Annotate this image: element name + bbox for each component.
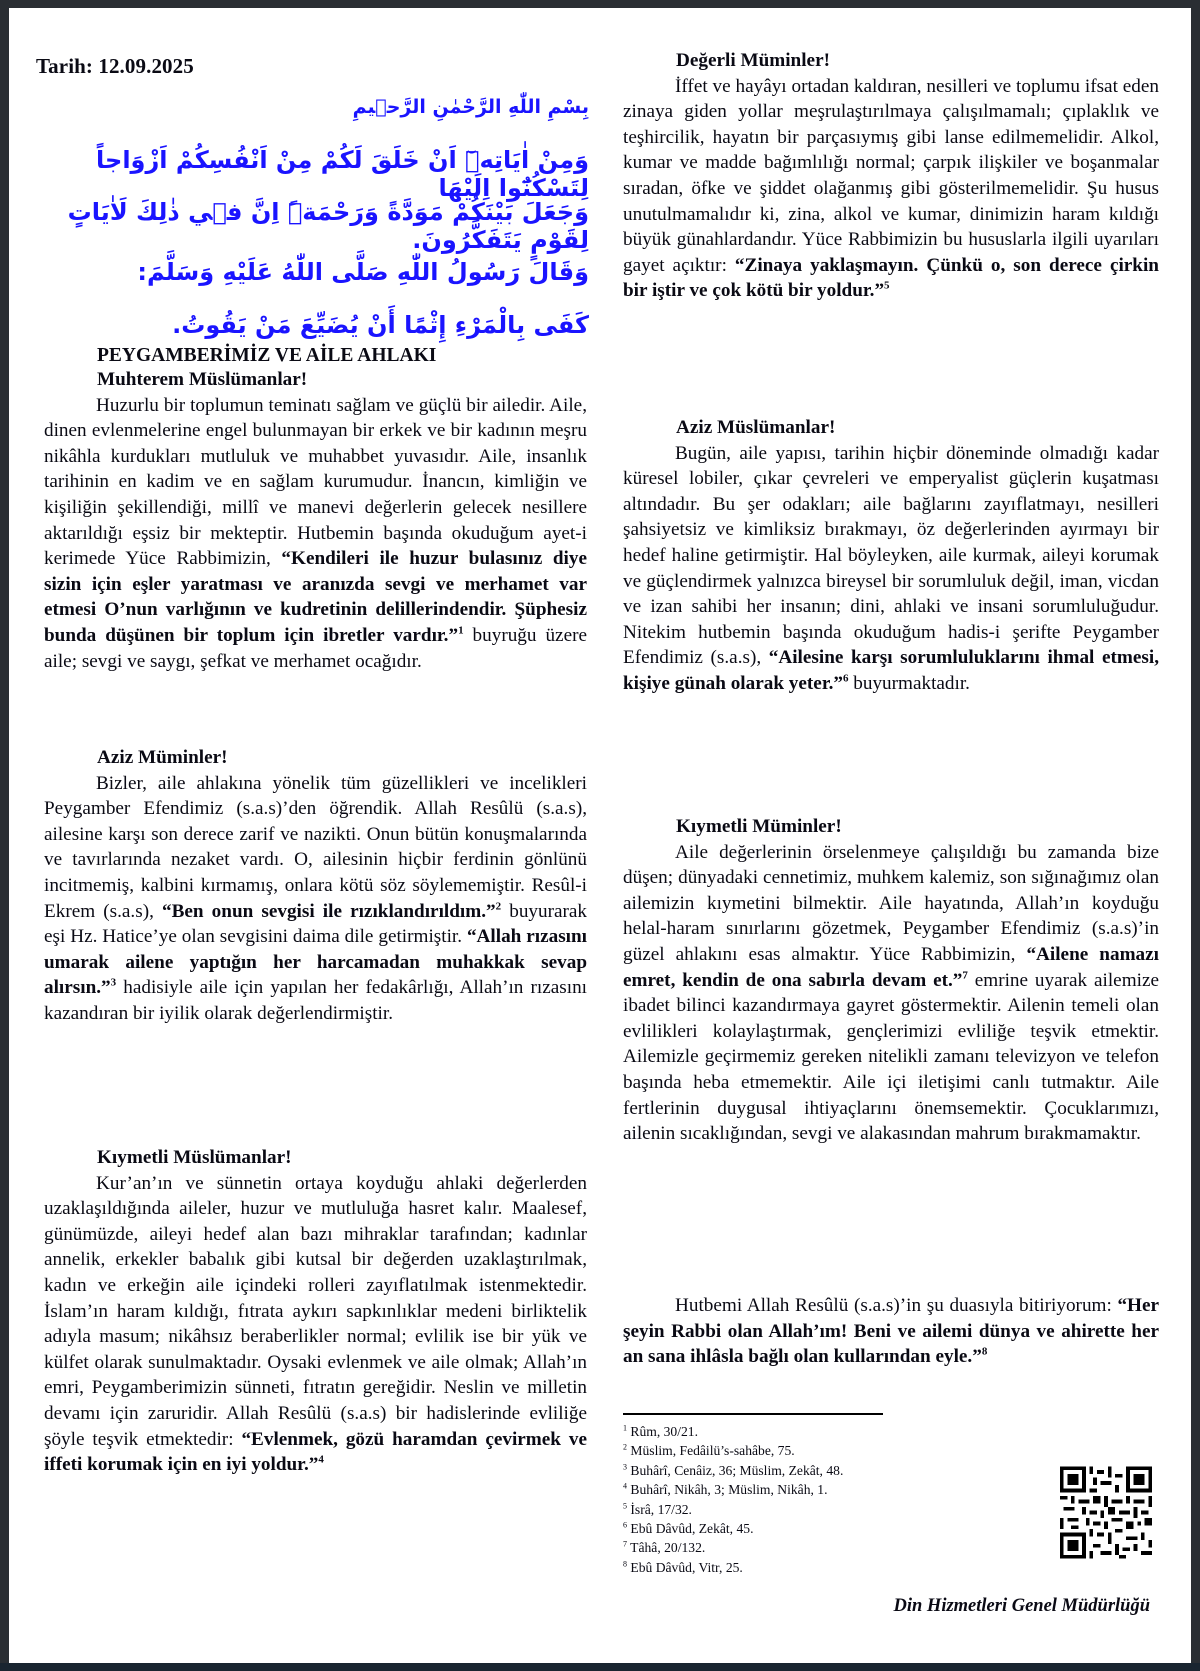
footnote-item (623, 1461, 843, 1480)
section-1 (44, 367, 587, 674)
paragraph-text: Bugün, aile yapısı, tarihin hiçbir döneminde olmadığı kadar küresel lobiler, çıkar çevreleri ve emperyalist güçlerin kuşatması altındadır. Bu şer odakları; aile bağlarını zayıflatmayı, nesilleri şahsiyetsiz ve kimliksiz bırakmayı, öz değerlerinden ayırmayı bir hedef haline getirmiştir. Hal böyleyken, aile kurmak, aileyi korumak ve güçlendirmek yalnızca bireysel bir sorumluluk değil, iman, vicdan ve izan sahibi her insanın; dini, ahlaki ve insani sorumluluğudur. Nitekim hutbemin başında okuduğum hadis-i şerifte Peygamber Efendimiz (s.a.s), (623, 442, 1159, 669)
footnote-ref[interactable]: 7 (962, 969, 968, 982)
footnotes-list (623, 1422, 843, 1577)
section-5 (623, 415, 1159, 697)
footnote-item (623, 1519, 843, 1538)
section-paragraph (623, 1293, 1159, 1370)
section-paragraph (44, 1171, 587, 1478)
section-paragraph (44, 393, 587, 675)
paragraph-text: Huzurlu bir toplumun teminatı sağlam ve güçlü bir ailedir. Aile, dinen evlenmelerine engel bulunmayan bir erkek ve bir kadının meşru nikâhla kurdukları mutluluk ve muhabbet yuvasıdır. Aile, insanlık tarihinin en kadim ve en sağlam kurumudur. İnancın, kimliğin ve kişiliğin şekillendiği, millî ve manevi değerlerin gelecek nesillere aktarıldığı eşsiz bir mekteptir. Hutbemin başında okuduğum ayet-i kerimede Yüce Rabbimizin, (44, 394, 587, 570)
quote-text: “Ailene namazı emret, kendin de ona sabırla devam et.” (623, 943, 1159, 991)
footnote-item (623, 1558, 843, 1577)
quote-text: “Zinaya yaklaşmayın. Çünkü o, son derece çirkin bir iştir ve çok kötü bir yoldur.” (623, 254, 1159, 302)
arabic-verse-line-2: وَجَعَلَ بَيْنَكُمْ مَوَدَّةً وَرَحْمَةًۜ اِنَّ ف۪ي ذٰلِكَ لَاٰيَاتٍ لِقَوْمٍ يَتَفَكَّرُونَ. (67, 198, 589, 254)
paragraph-text: buyruğu üzere aile; sevgi ve saygı, şefkat ve merhamet ocağıdır. (44, 624, 587, 672)
section-heading: Kıymetli Müminler! (676, 816, 842, 837)
quote-text: “Kendileri ile huzur bulasınız diye sizin için eşler yaratması ve aranızda sevgi ve merhamet var etmesi O’nun varlığının ve kudretinin delillerindendir. Şüphesiz bunda düşünen bir toplum için ibretler vardır.” (44, 548, 587, 646)
footnote-text: Buhârî, Cenâiz, 36; Müslim, Zekât, 48. (630, 1462, 844, 1478)
paragraph-text: Kur’an’ın ve sünnetin ortaya koyduğu ahlaki değerlerden uzaklaşıldığında aileler, huzur ve mutluluğa hasret kalır. Maalesef, günümüzde, aileyi hedef alan bazı mihraklar tarafından; kadınlar annelik, erkekler babalık gibi kutsal bir değerden uzaklaştırılmak, kadın ve erkeğin aile içindeki rolleri zayıflatılmak istenmektedir. İslam’ın haram kıldığı, fıtrata aykırı sapkınlıklar medeni birliktelik adıyla masum; nikâhsız beraberlikler normal; evlilik ise bir yük ve külfet olarak sunulmaktadır. Oysaki evlenmek ve aile olmak; Allah’ın emri, Peygamberimizin sünneti, fıtratın gereğidir. Neslin ve milletin devamı için zaruridir. Allah Resûlü (s.a.s) bir hadislerinde evliliğe şöyle teşvik etmektedir: (44, 1172, 587, 1450)
section-paragraph (623, 441, 1159, 697)
section-heading: Aziz Müslümanlar! (676, 417, 836, 438)
paragraph-text: buyurarak eşi Hz. Hatice’ye olan sevgisini daima dile getirmiştir. (44, 900, 587, 948)
paragraph-text: Hutbemi Allah Resûlü (s.a.s)’in şu duasıyla bitiriyorum: (675, 1295, 1118, 1316)
footnote-item (623, 1538, 843, 1557)
footnote-ref[interactable]: 1 (458, 624, 464, 637)
document-page (9, 8, 1191, 1663)
quote-text: “Allah rızasını umarak ailene yaptığın her harcamadan muhakkak sevap alırsın.” (44, 926, 588, 999)
footnote-ref[interactable]: 8 (981, 1345, 988, 1358)
footnote-item (623, 1441, 843, 1460)
footnote-ref[interactable]: 2 (495, 900, 502, 913)
paragraph-text: Aile değerlerinin örselenmeye çalışıldığı bu zamanda bize düşen; dünyadaki cennetimiz, muhkem kalemiz, son sığınağımız olan ailemizin kıymetini bilmektir. Aile hayatında, Allah’ın koyduğu helal-haram sınırlarını gözetmek, Peygamber Efendimiz (s.a.s)’in güzel ahlakını esas almaktır. Yüce Rabbimizin, (623, 841, 1159, 965)
footnote-number: 8 (623, 1559, 627, 1569)
document-date: Tarih: 12.09.2025 (36, 54, 194, 78)
paragraph-text: İffet ve hayâyı ortadan kaldıran, nesilleri ve toplumu ifsat eden zinaya giden yollar meşrulaştırılmaya çalışılmamalı; çıplaklık ve teşhircilik, hayatın bir parçasıymış gibi lanse edilmemelidir. Alkol, kumar ve madde bağımlılığı normal; çarpık ilişkiler ve boşanmalar sıradan, öfke ve şiddet olağanmış gibi gösterilmemelidir. Şu husus unutulmamalıdır ki, zina, alkol ve kumar, dinimizin haram kıldığı büyük günahlardandır. Yüce Rabbimizin bu hususlarla ilgili uyarıları gayet açıktır: (623, 75, 1159, 276)
viewer-frame-right (1191, 0, 1200, 1671)
footnote-text: Buhârî, Nikâh, 3; Müslim, Nikâh, 1. (630, 1482, 828, 1498)
footnote-number: 4 (623, 1481, 627, 1491)
arabic-verse-line-1: وَمِنْ اٰيَاتِه۪ٓ اَنْ خَلَقَ لَكُمْ مِنْ اَنْفُسِكُمْ اَزْوَاجاً لِتَسْكُنُٓوا اِلَيْهَا (96, 146, 589, 202)
qr-code-icon (1060, 1465, 1152, 1560)
footnote-separator (623, 1413, 883, 1415)
footnote-ref[interactable]: 5 (884, 279, 890, 292)
footnote-item (623, 1422, 843, 1441)
viewer-frame-bottom (0, 1663, 1200, 1671)
footnote-number: 1 (623, 1423, 627, 1433)
section-paragraph (44, 771, 587, 1027)
arabic-hadith: كَفَى بِالْمَرْءِ إِثْمًا أَنْ يُضَيِّعَ مَنْ يَقُوتُ. (172, 311, 589, 339)
arabic-hadith-intro: وَقَالَ رَسُولُ اللّٰهِ صَلَّى اللّٰهُ عَلَيْهِ وَسَلَّمَ: (137, 258, 589, 286)
issuer-signature: Din Hizmetleri Genel Müdürlüğü (893, 1596, 1150, 1616)
viewer-frame-top (0, 0, 1200, 8)
footnote-ref[interactable]: 4 (318, 1453, 324, 1466)
footnote-item (623, 1480, 843, 1499)
footnote-number: 5 (623, 1501, 627, 1511)
footnote-number: 2 (623, 1442, 627, 1452)
footnote-item (623, 1500, 843, 1519)
section-4 (623, 48, 1159, 304)
quote-text: “Her şeyin Rabbi olan Allah’ım! Beni ve ailemi dünya ve ahirette her an sana ihlâsla bağlı olan kullarından eyle.” (623, 1295, 1159, 1368)
footnote-text: İsrâ, 17/32. (630, 1501, 692, 1517)
footnote-number: 3 (623, 1462, 627, 1472)
section-paragraph (623, 74, 1159, 304)
section-6 (623, 814, 1159, 1147)
sermon-title-block (97, 344, 497, 368)
paragraph-text: hadisiyle aile için yapılan her fedakârlığı, Allah’ın rızasını kazandıran bir iyilik olarak değerlendirmiştir. (44, 977, 587, 1024)
quote-text: “Ailesine karşı sorumluluklarını ihmal etmesi, kişiye günah olarak yeter.” (623, 647, 1159, 694)
section-heading: Aziz Müminler! (97, 747, 228, 768)
closing-prayer (623, 1293, 1159, 1370)
paragraph-text: Bizler, aile ahlakına yönelik tüm güzellikleri ve incelikleri Peygamber Efendimiz (s.a.s)’den öğrendik. Allah Resûlü (s.a.s), ailesine karşı son derece zarif ve nazikti. Onun bütün konuşmalarında ve tavırlarında nezaket vardı. O, ailesinin hiçbir ferdinin gönlünü incitmemiş, kalbini kırmamış, onlara kötü söz söylememiştir. Resûl-i Ekrem (s.a.s), (44, 772, 587, 922)
footnote-number: 7 (623, 1539, 627, 1549)
section-heading: Değerli Müminler! (676, 50, 830, 71)
section-heading: Kıymetli Müslümanlar! (97, 1147, 292, 1168)
footnote-text: Ebû Dâvûd, Vitr, 25. (630, 1559, 743, 1575)
footnote-text: Müslim, Fedâilü’s-sahâbe, 75. (630, 1443, 795, 1459)
quote-text: “Evlenmek, gözü haramdan çevirmek ve iffeti korumak için en iyi yoldur.” (44, 1428, 587, 1476)
footnote-number: 6 (623, 1520, 627, 1530)
sermon-title: PEYGAMBERİMİZ VE AİLE AHLAKI (97, 345, 437, 366)
section-2 (44, 745, 587, 1027)
section-3 (44, 1145, 587, 1478)
basmala-arabic (329, 96, 589, 118)
footnote-ref[interactable]: 6 (842, 672, 849, 685)
footnote-ref[interactable]: 3 (110, 976, 117, 989)
section-heading: Muhterem Müslümanlar! (97, 369, 308, 390)
footnote-text: Tâhâ, 20/132. (630, 1540, 706, 1556)
viewer-frame-left (0, 0, 9, 1671)
footnote-text: Ebû Dâvûd, Zekât, 45. (630, 1521, 754, 1537)
paragraph-text: emrine uyarak ailemize ibadet bilinci kazandırmaya gayret göstermektir. Ailenin temeli olan evlilikleri kolaylaştırmak, gençlerimizi evliliğe teşvik etmektir. Ailemizle geçirmemiz gereken nitelikli zamanı televizyon ve telefon başında heba etmemektir. Aile içi iletişimi canlı tutmaktır. Aile fertlerinin duygusal ihtiyaçlarını önemsemektir. Çocuklarımızı, ailenin sıcaklığından, sevgi ve alakasından mahrum bırakmamaktır. (623, 969, 1159, 1145)
quote-text: “Ben onun sevgisi ile rızıklandırıldım.” (161, 900, 496, 922)
section-paragraph (623, 840, 1159, 1147)
footnote-text: Rûm, 30/21. (630, 1424, 699, 1439)
basmala-text: بِسْمِ اللّٰهِ الرَّحْمٰنِ الرَّحٖيمِ (352, 96, 589, 118)
paragraph-text: buyurmaktadır. (848, 672, 970, 694)
